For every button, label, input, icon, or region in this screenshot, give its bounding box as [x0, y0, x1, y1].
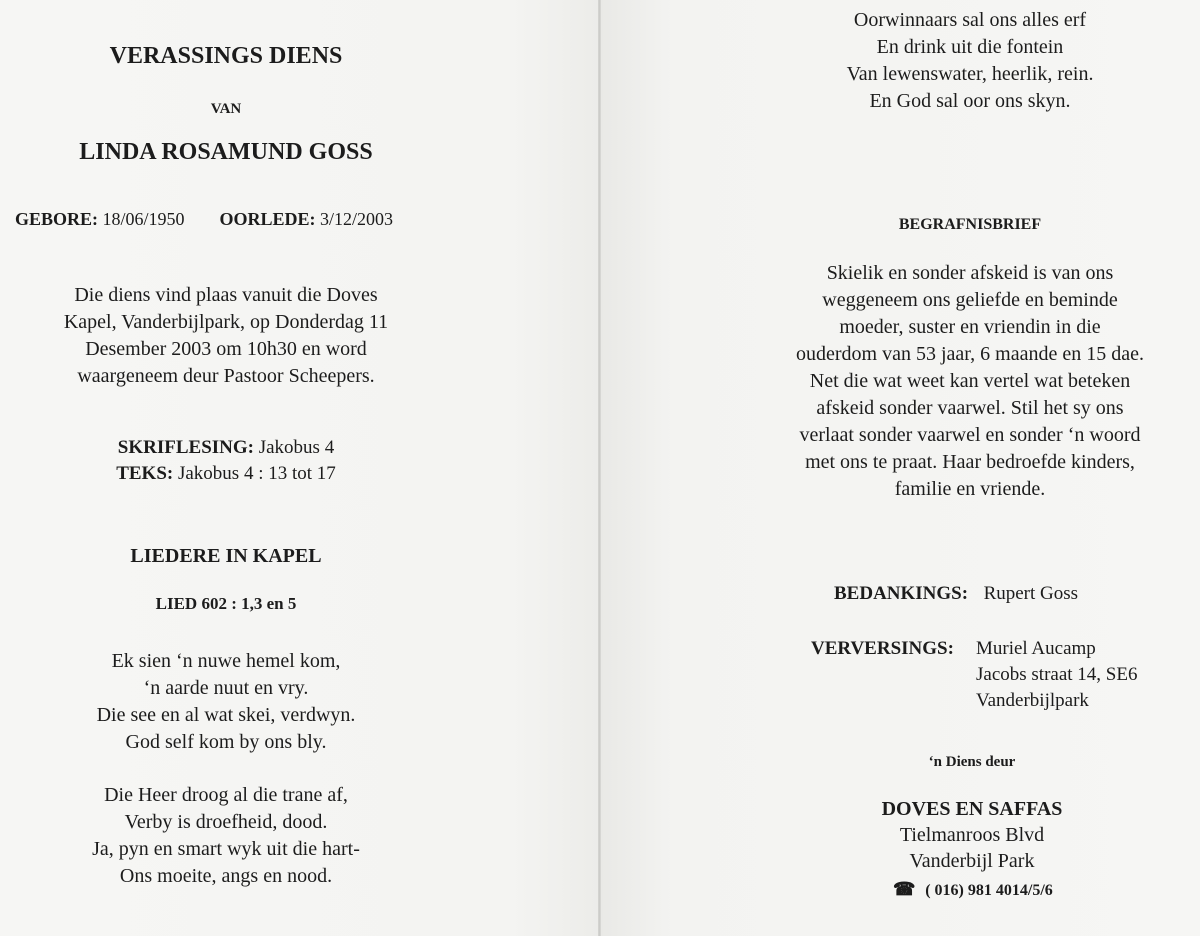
letter-line: moeder, suster en vriendin in die — [839, 316, 1101, 338]
verse-line: Ja, pyn en smart wyk uit die hart- — [92, 838, 360, 860]
died-date: 3/12/2003 — [320, 209, 394, 229]
died-label: OORLEDE: — [219, 209, 316, 229]
letter-line: verlaat sonder vaarwel en sonder ‘n woord — [799, 424, 1141, 446]
funeral-company — [820, 796, 1124, 904]
reading-label: SKRIFLESING: — [117, 437, 254, 458]
letter-line: Skielik en sonder afskeid is van ons — [826, 262, 1114, 284]
verse-line: Verby is droefheid, dood. — [124, 811, 328, 833]
verse-line: Die Heer droog al die trane af, — [104, 784, 348, 806]
letter-heading: BEGRAFNISBRIEF — [898, 216, 1042, 233]
text-row — [0, 461, 452, 487]
text-label: TEKS: — [116, 463, 174, 484]
scripture-section — [0, 435, 452, 487]
refreshments-line: Jacobs straat 14, SE6 — [976, 664, 1138, 685]
verse-line: En God sal oor ons skyn. — [869, 90, 1071, 112]
service-line: Kapel, Vanderbijlpark, op Donderdag 11 — [63, 311, 389, 333]
letter-line: ouderdom van 53 jaar, 6 maande en 15 dae. — [796, 343, 1144, 365]
telephone-icon: ☎ — [893, 879, 916, 899]
verse-line: En drink uit die fontein — [876, 36, 1064, 58]
service-line: Desember 2003 om 10h30 en word — [85, 338, 367, 360]
verse-line: Oorwinnaars sal ons alles erf — [853, 9, 1087, 31]
service-line: Die diens vind plaas vanuit die Doves — [74, 284, 378, 306]
refreshments-line: Muriel Aucamp — [976, 638, 1096, 659]
service-details — [0, 282, 452, 390]
born-label: GEBORE: — [15, 209, 99, 229]
reading-row — [0, 435, 452, 461]
dates-row — [15, 209, 393, 230]
thanks-value: Rupert Goss — [983, 583, 1079, 604]
born-date: 18/06/1950 — [102, 209, 185, 229]
deceased-name: LINDA ROSAMUND GOSS — [79, 139, 373, 165]
song-number: LIED 602 : 1,3 en 5 — [155, 594, 297, 613]
funeral-letter — [750, 260, 1190, 503]
letter-line: Net die wat weet kan vertel wat beteken — [809, 370, 1131, 392]
thanks-label: BEDANKINGS: — [834, 583, 969, 604]
verse-line: Die see en al wat skei, verdwyn. — [96, 704, 356, 726]
refreshments-line: Vanderbijlpark — [976, 690, 1089, 711]
page-fold — [598, 0, 601, 936]
verse-2 — [0, 782, 452, 890]
thanks-row — [834, 583, 1078, 605]
verse-line: Ek sien ‘n nuwe hemel kom, — [111, 650, 341, 672]
service-line: waargeneem deur Pastoor Scheepers. — [77, 365, 375, 387]
reading-value: Jakobus 4 — [258, 437, 335, 458]
verse-line: ‘n aarde nuut en vry. — [143, 677, 309, 699]
company-address-line: Tielmanroos Blvd — [899, 824, 1045, 846]
company-address-line: Vanderbijl Park — [909, 850, 1035, 872]
text-value: Jakobus 4 : 13 tot 17 — [177, 463, 336, 484]
verse-line: Ons moeite, angs en nood. — [119, 865, 333, 887]
songs-heading: LIEDERE IN KAPEL — [130, 545, 322, 567]
letter-line: afskeid sonder vaarwel. Stil het sy ons — [816, 397, 1124, 419]
refreshments-row — [811, 636, 954, 662]
letter-line: familie en vriende. — [894, 478, 1046, 500]
phone-number: ( 016) 981 4014/5/6 — [925, 882, 1053, 899]
refreshments-address — [976, 636, 1137, 714]
van-label: VAN — [210, 101, 242, 117]
letter-line: weggeneem ons geliefde en beminde — [822, 289, 1118, 311]
verse-line: Van lewenswater, heerlik, rein. — [846, 63, 1094, 85]
verse-line: God self kom by ons bly. — [125, 731, 327, 753]
company-name: DOVES EN SAFFAS — [881, 798, 1063, 820]
refreshments-label: VERVERSINGS: — [811, 638, 954, 659]
verse-3 — [760, 7, 1180, 115]
phone-row — [820, 876, 1124, 904]
service-by: ‘n Diens deur — [928, 754, 1016, 770]
verse-1 — [0, 648, 452, 756]
document-title: VERASSINGS DIENS — [109, 43, 343, 69]
letter-line: met ons te praat. Haar bedroefde kinders, — [805, 451, 1135, 473]
